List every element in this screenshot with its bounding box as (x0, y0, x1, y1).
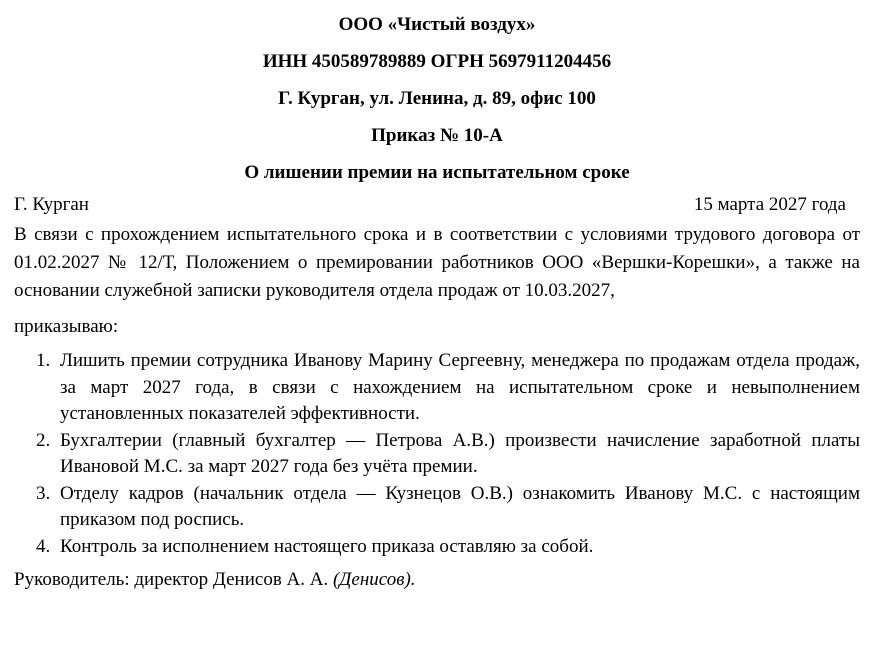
order-item (14, 348, 860, 428)
company-address: Г. Курган, ул. Ленина, д. 89, офис 100 (278, 88, 596, 109)
place-date-row (14, 191, 860, 219)
item-text: Контроль за исполнением настоящего приказа оставляю за собой. (60, 535, 594, 557)
order-document (14, 0, 860, 594)
preamble-paragraph: В связи с прохождением испытательного срока и в соответствии с условиями трудового договора от 01.02.2027 № 12/Т, Положением о премировании работников ООО «Вершки-Корешки», а также на основании служебной записки руководителя отдела продаж от 10.03.2027, (14, 224, 860, 301)
order-word: приказываю: (14, 316, 119, 337)
order-date: 15 марта 2027 года (693, 194, 846, 215)
signature-line (14, 566, 860, 594)
item-number: 3. (36, 482, 51, 504)
signature: (Денисов). (332, 569, 416, 590)
order-number: Приказ № 10-А (371, 125, 503, 146)
company-requisites: ИНН 450589789889 ОГРН 5697911204456 (262, 51, 612, 72)
item-text: Лишить премии сотрудника Иванову Марину Сергеевну, менеджера по продажам отдела продаж, за март 2027 года, в связи с нахождением на испытательном сроке и невыполнением установленных показателей эффективности. (60, 350, 860, 424)
company-name: ООО «Чистый воздух» (338, 14, 536, 35)
order-items-list (14, 348, 860, 560)
item-number: 4. (36, 535, 51, 557)
order-item (14, 481, 860, 534)
item-number: 2. (36, 429, 51, 451)
order-item (14, 534, 860, 561)
city: Г. Курган (14, 194, 89, 215)
item-text: Бухгалтерии (главный бухгалтер — Петрова А.В.) произвести начисление заработной платы Ивановой М.С. за март 2027 года без учёта премии. (60, 429, 860, 477)
signatory: Руководитель: директор Денисов А. А. (14, 569, 329, 590)
item-text: Отделу кадров (начальник отдела — Кузнецов О.В.) ознакомить Иванову М.С. с настоящим приказом под роспись. (60, 482, 860, 530)
order-title: О лишении премии на испытательном сроке (244, 162, 630, 183)
item-number: 1. (36, 350, 51, 371)
order-item (14, 428, 860, 481)
